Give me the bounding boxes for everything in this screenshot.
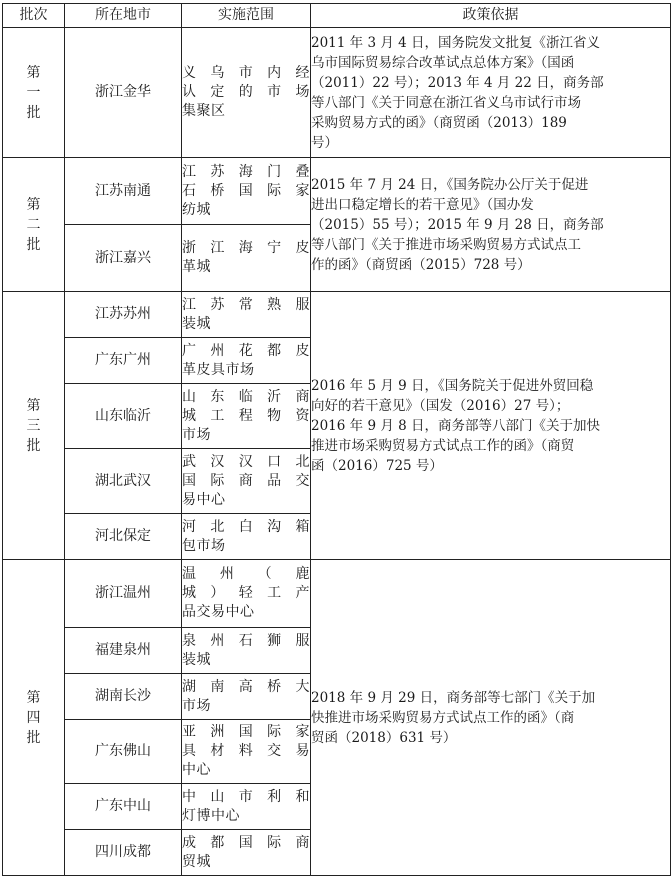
text-line: 湖南高桥大 — [182, 678, 310, 695]
text-line: （2011）22 号）；2013 年 4 月 22 日，商务部 — [311, 74, 604, 91]
text-line: 江苏海门叠 — [182, 163, 310, 180]
batch-cell-1 — [3, 28, 65, 158]
scope-cell — [182, 338, 311, 384]
header-region: 所在地市 — [65, 4, 182, 28]
policy-cell-1 — [311, 28, 671, 158]
header-batch: 批次 — [3, 4, 65, 28]
text-line: 认定的市场 — [182, 84, 310, 100]
text-line: 推进市场采购贸易方式试点工作的函》（商贸 — [311, 437, 575, 454]
pilot-batch-table — [2, 3, 671, 876]
text-line: 河北白沟箱 — [182, 518, 310, 535]
text-line: 革城 — [182, 259, 211, 275]
policy-cell-2 — [311, 158, 671, 292]
region-cell: 四川成都 — [65, 830, 182, 876]
text-line: 市场 — [182, 426, 211, 443]
header-scope: 实施范围 — [182, 4, 311, 28]
text-line: 函（2016）725 号） — [311, 457, 443, 474]
text-line: 采购贸易方式的函》（商贸函（2013）189 — [311, 114, 567, 131]
batch-cell-4 — [3, 560, 65, 876]
text-line: 灯博中心 — [182, 807, 240, 824]
scope-cell — [182, 830, 311, 876]
text-line: 包市场 — [182, 537, 226, 554]
text-line: 三 — [26, 417, 41, 434]
table-row — [3, 158, 671, 225]
region-cell: 浙江温州 — [65, 560, 182, 628]
table-row — [3, 28, 671, 158]
text-line: 纺城 — [182, 201, 211, 218]
table-header-row — [3, 4, 671, 28]
scope-cell — [182, 292, 311, 338]
text-line: 号） — [311, 134, 338, 151]
region-cell: 江苏南通 — [65, 158, 182, 225]
text-line: 城）轻工产 — [182, 585, 310, 601]
text-line: 2011 年 3 月 4 日，国务院发文批复《浙江省义 — [311, 34, 600, 51]
region-cell: 福建泉州 — [65, 628, 182, 674]
text-line: 贸城 — [182, 853, 211, 870]
scope-cell — [182, 384, 311, 449]
region-cell: 山东临沂 — [65, 384, 182, 449]
scope-cell — [182, 449, 311, 514]
text-line: 亚洲国际家 — [182, 724, 310, 740]
text-line: 快推进市场采购贸易方式试点工作的函》（商 — [311, 709, 575, 726]
text-line: 第 — [26, 64, 41, 81]
text-line: 易中心 — [182, 491, 226, 508]
text-line: 中山市利和 — [182, 788, 310, 805]
text-line: 义乌市内经 — [182, 65, 310, 81]
batch-cell-2 — [3, 158, 65, 292]
text-line: 品交易中心 — [182, 604, 255, 620]
scope-cell — [182, 514, 311, 560]
text-line: 向好的若干意见》（国发（2016）27 号）； — [311, 397, 570, 414]
scope-cell — [182, 674, 311, 720]
region-cell: 浙江嘉兴 — [65, 225, 182, 292]
text-line: 城工程物资 — [182, 407, 310, 424]
text-line: 成都国际商 — [182, 834, 310, 851]
batch-cell-3 — [3, 292, 65, 560]
scope-cell — [182, 28, 311, 158]
text-line: 第 — [26, 689, 41, 706]
text-line: 国际商品交 — [182, 472, 310, 489]
text-line: 第 — [26, 196, 41, 213]
policy-cell-4 — [311, 560, 671, 876]
text-line: 等八部门《关于推进市场采购贸易方式试点工 — [311, 236, 581, 253]
text-line: 2016 年 5 月 9 日，《国务院关于促进外贸回稳 — [311, 377, 594, 394]
text-line: 一 — [26, 84, 41, 101]
text-line: 革皮具市场 — [182, 361, 255, 378]
text-line: 进出口稳定增长的若干意见》（国办发 — [311, 196, 534, 213]
text-line: 山东临沂商 — [182, 388, 310, 405]
text-line: 乌市国际贸易综合改革试点总体方案》（国函 — [311, 54, 575, 71]
text-line: 批 — [26, 437, 41, 454]
text-line: 2015 年 7 月 24 日，《国务院办公厅关于促进 — [311, 176, 589, 193]
text-line: （2015）55 号）；2015 年 9 月 28 日，商务部 — [311, 216, 604, 233]
text-line: 浙江海宁皮 — [182, 240, 310, 256]
region-cell: 江苏苏州 — [65, 292, 182, 338]
region-cell: 浙江金华 — [65, 28, 182, 158]
text-line: 广州花都皮 — [182, 342, 310, 359]
scope-cell — [182, 720, 311, 784]
text-line: 第 — [26, 397, 41, 414]
text-line: 批 — [26, 236, 41, 253]
text-line: 作的函》（商贸函（2015）728 号） — [311, 256, 531, 273]
text-line: 市场 — [182, 697, 211, 714]
region-cell: 广东佛山 — [65, 720, 182, 784]
scope-cell — [182, 628, 311, 674]
text-line: 等八部门《关于同意在浙江省义乌市试行市场 — [311, 94, 581, 111]
region-cell: 广东中山 — [65, 784, 182, 830]
region-cell: 湖北武汉 — [65, 449, 182, 514]
table-row — [3, 292, 671, 338]
header-policy: 政策依据 — [311, 4, 671, 28]
text-line: 石桥国际家 — [182, 182, 310, 199]
text-line: 温州（鹿 — [182, 566, 310, 582]
text-line: 批 — [26, 104, 41, 121]
text-line: 装城 — [182, 315, 211, 332]
text-line: 装城 — [182, 651, 211, 668]
scope-cell — [182, 560, 311, 628]
region-cell: 湖南长沙 — [65, 674, 182, 720]
text-line: 中心 — [182, 762, 211, 778]
text-line: 泉州石狮服 — [182, 632, 310, 649]
text-line: 武汉汉口北 — [182, 453, 310, 470]
text-line: 集聚区 — [182, 103, 226, 119]
scope-cell — [182, 225, 311, 292]
text-line: 贸函（2018）631 号） — [311, 729, 457, 746]
text-line: 2016 年 9 月 8 日，商务部等八部门《关于加快 — [311, 417, 600, 434]
region-cell: 河北保定 — [65, 514, 182, 560]
text-line: 四 — [26, 709, 41, 726]
text-line: 江苏常熟服 — [182, 296, 310, 313]
policy-cell-3 — [311, 292, 671, 560]
text-line: 二 — [26, 216, 41, 233]
region-cell: 广东广州 — [65, 338, 182, 384]
text-line: 具材料交易 — [182, 743, 310, 759]
scope-cell — [182, 784, 311, 830]
scope-cell — [182, 158, 311, 225]
table-row — [3, 560, 671, 628]
text-line: 批 — [26, 729, 41, 746]
text-line: 2018 年 9 月 29 日，商务部等七部门《关于加 — [311, 689, 596, 706]
